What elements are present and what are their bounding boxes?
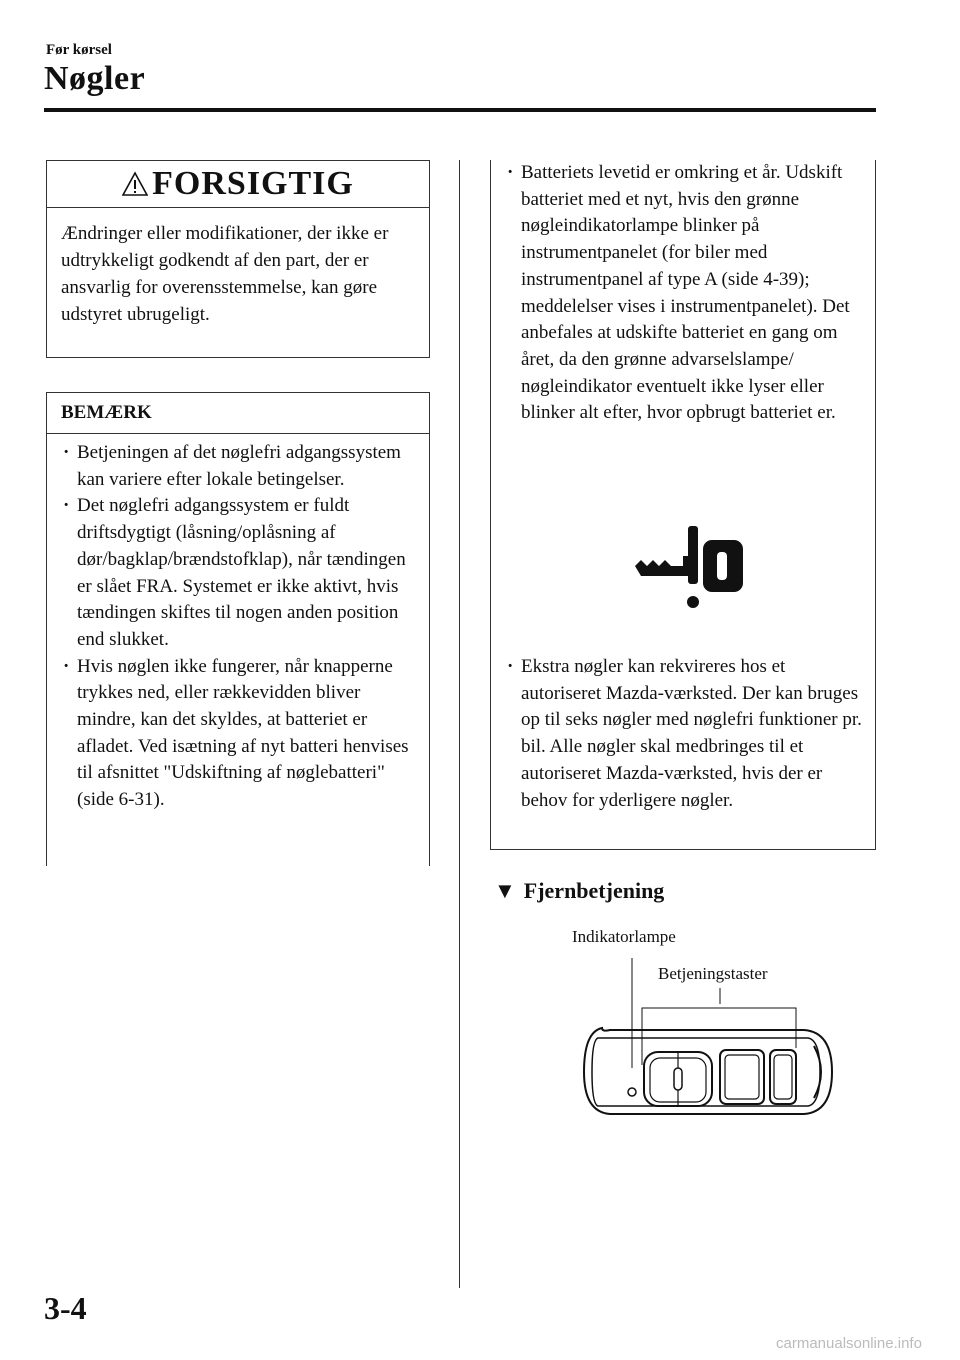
- indicator-label: Indikatorlampe: [572, 927, 676, 946]
- list-item: · Betjeningen af det nøglefri adgangssystem kan variere efter lokale betingelser.: [61, 440, 421, 493]
- remote-heading: Fjernbetjening: [523, 878, 665, 903]
- buttons-label: Betjeningstaster: [658, 964, 768, 983]
- note-box-continued: [490, 160, 876, 850]
- list-item: · Batteriets levetid er omkring et år. Udskift batteriet med et nyt, hvis den grønne nøgleindikatorlampe blinker på instrumentpanelet (for biler med instrumentpanel af type A (side 4-39); meddelelser vises i instrumentpanelet). Det anbefales at udskifte batteriet en gang om året, da den grønne advarselslampe/ nøgleindikator eventuelt ikke lyser eller blinker alt efter, hvor opbrugt batteriet er.: [505, 160, 867, 427]
- column-divider: [459, 160, 460, 1288]
- note-box: [46, 392, 430, 866]
- note-list: [491, 160, 875, 427]
- title-divider: [44, 108, 876, 112]
- key-indicator-icon: [631, 524, 751, 614]
- remote-key-illustration: [570, 940, 840, 1130]
- page-number: 3-4: [44, 1290, 87, 1326]
- caution-box: [46, 160, 430, 358]
- list-item: · Ekstra nøgler kan rekvireres hos et autoriseret Mazda-værksted. Der kan bruges op til seks nøgler med nøglefri funktioner pr. bil. Alle nøgler skal medbringes til et autoriseret Mazda-værksted, hvis der er behov for yderligere nøgler.: [505, 654, 867, 814]
- note-list: [491, 654, 875, 814]
- warning-triangle-icon: [122, 171, 148, 197]
- caution-header: [47, 161, 429, 208]
- list-item: · Det nøglefri adgangssystem er fuldt driftsdygtigt (låsning/oplåsning af dør/bagklap/brændstofklap), når tændingen er slået FRA. Systemet er ikke aktivt, hvis tændingen skiftes til nogen anden position end slukket.: [61, 493, 421, 653]
- list-item: · Hvis nøglen ikke fungerer, når knapperne trykkes ned, eller rækkevidden bliver mindre, kan det skyldes, at batteriet er afladet. Ved isætning af nyt batteri henvises til afsnittet "Udskiftning af nøglebatteri" (side 6-31).: [61, 654, 421, 814]
- section-label: Før kørsel: [46, 42, 112, 58]
- footer-watermark: carmanualsonline.info: [776, 1335, 922, 1352]
- note-title: BEMÆRK: [47, 393, 429, 434]
- section-heading: [494, 878, 664, 904]
- caution-text: Ændringer eller modifikationer, der ikke er udtrykkeligt godkendt af den part, der er ansvarlig for overensstemmelse, kan gøre udstyret ubrugeligt.: [61, 223, 389, 325]
- note-list: [47, 434, 429, 814]
- page-title: Nøgler: [44, 60, 146, 97]
- caution-title: FORSIGTIG: [152, 165, 354, 202]
- triangle-marker-icon: ▼: [494, 878, 516, 903]
